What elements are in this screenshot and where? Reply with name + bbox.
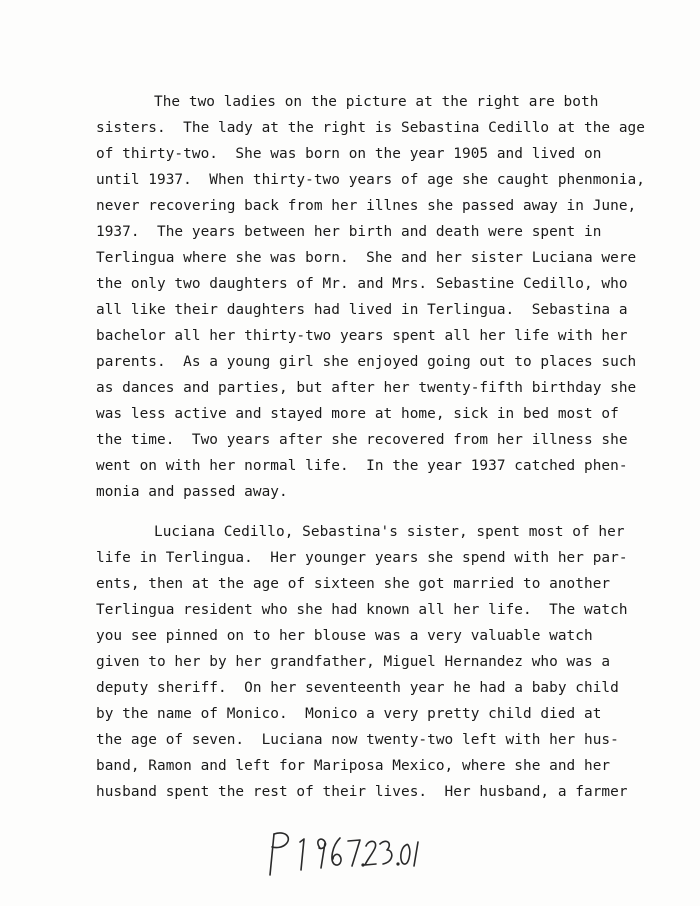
text-line: went on with her normal life. In the year 1937 catched phen- [96,458,628,474]
handwritten-accession-number [262,828,432,878]
text-line: by the name of Monico. Monico a very pretty child died at [96,706,602,722]
text-line: until 1937. When thirty-two years of age she caught phenmonia, [96,172,645,188]
text-line: all like their daughters had lived in Terlingua. Sebastina a [96,302,628,318]
text-line: ents, then at the age of sixteen she got married to another [96,576,611,592]
text-line: parents. As a young girl she enjoyed going out to places such [96,354,637,370]
text-line: life in Terlingua. Her younger years she spend with her par- [96,550,628,566]
text-line: was less active and stayed more at home, sick in bed most of [96,406,619,422]
text-line: monia and passed away. [96,484,288,500]
text-line: given to her by her grandfather, Miguel Hernandez who was a [96,654,611,670]
text-line: the time. Two years after she recovered from her illness she [96,432,628,448]
text-line: the age of seven. Luciana now twenty-two left with her hus- [96,732,619,748]
text-line: Terlingua resident who she had known all her life. The watch [96,602,628,618]
text-line: bachelor all her thirty-two years spent all her life with her [96,328,628,344]
text-line: 1937. The years between her birth and death were spent in [96,224,602,240]
text-line: the only two daughters of Mr. and Mrs. Sebastine Cedillo, who [96,276,628,292]
text-line: never recovering back from her illnes she passed away in June, [96,198,637,214]
text-line: husband spent the rest of their lives. Her husband, a farmer [96,784,628,800]
text-line: sisters. The lady at the right is Sebastina Cedillo at the age [96,120,645,136]
text-line: Luciana Cedillo, Sebastina's sister, spent most of her [154,524,625,540]
text-line: of thirty-two. She was born on the year 1905 and lived on [96,146,602,162]
text-line: Terlingua where she was born. She and her sister Luciana were [96,250,637,266]
text-line: band, Ramon and left for Mariposa Mexico, where she and her [96,758,611,774]
text-line: The two ladies on the picture at the right are both [154,94,599,110]
text-line: as dances and parties, but after her twenty-fifth birthday she [96,380,637,396]
text-line: you see pinned on to her blouse was a very valuable watch [96,628,593,644]
text-line: deputy sheriff. On her seventeenth year he had a baby child [96,680,619,696]
